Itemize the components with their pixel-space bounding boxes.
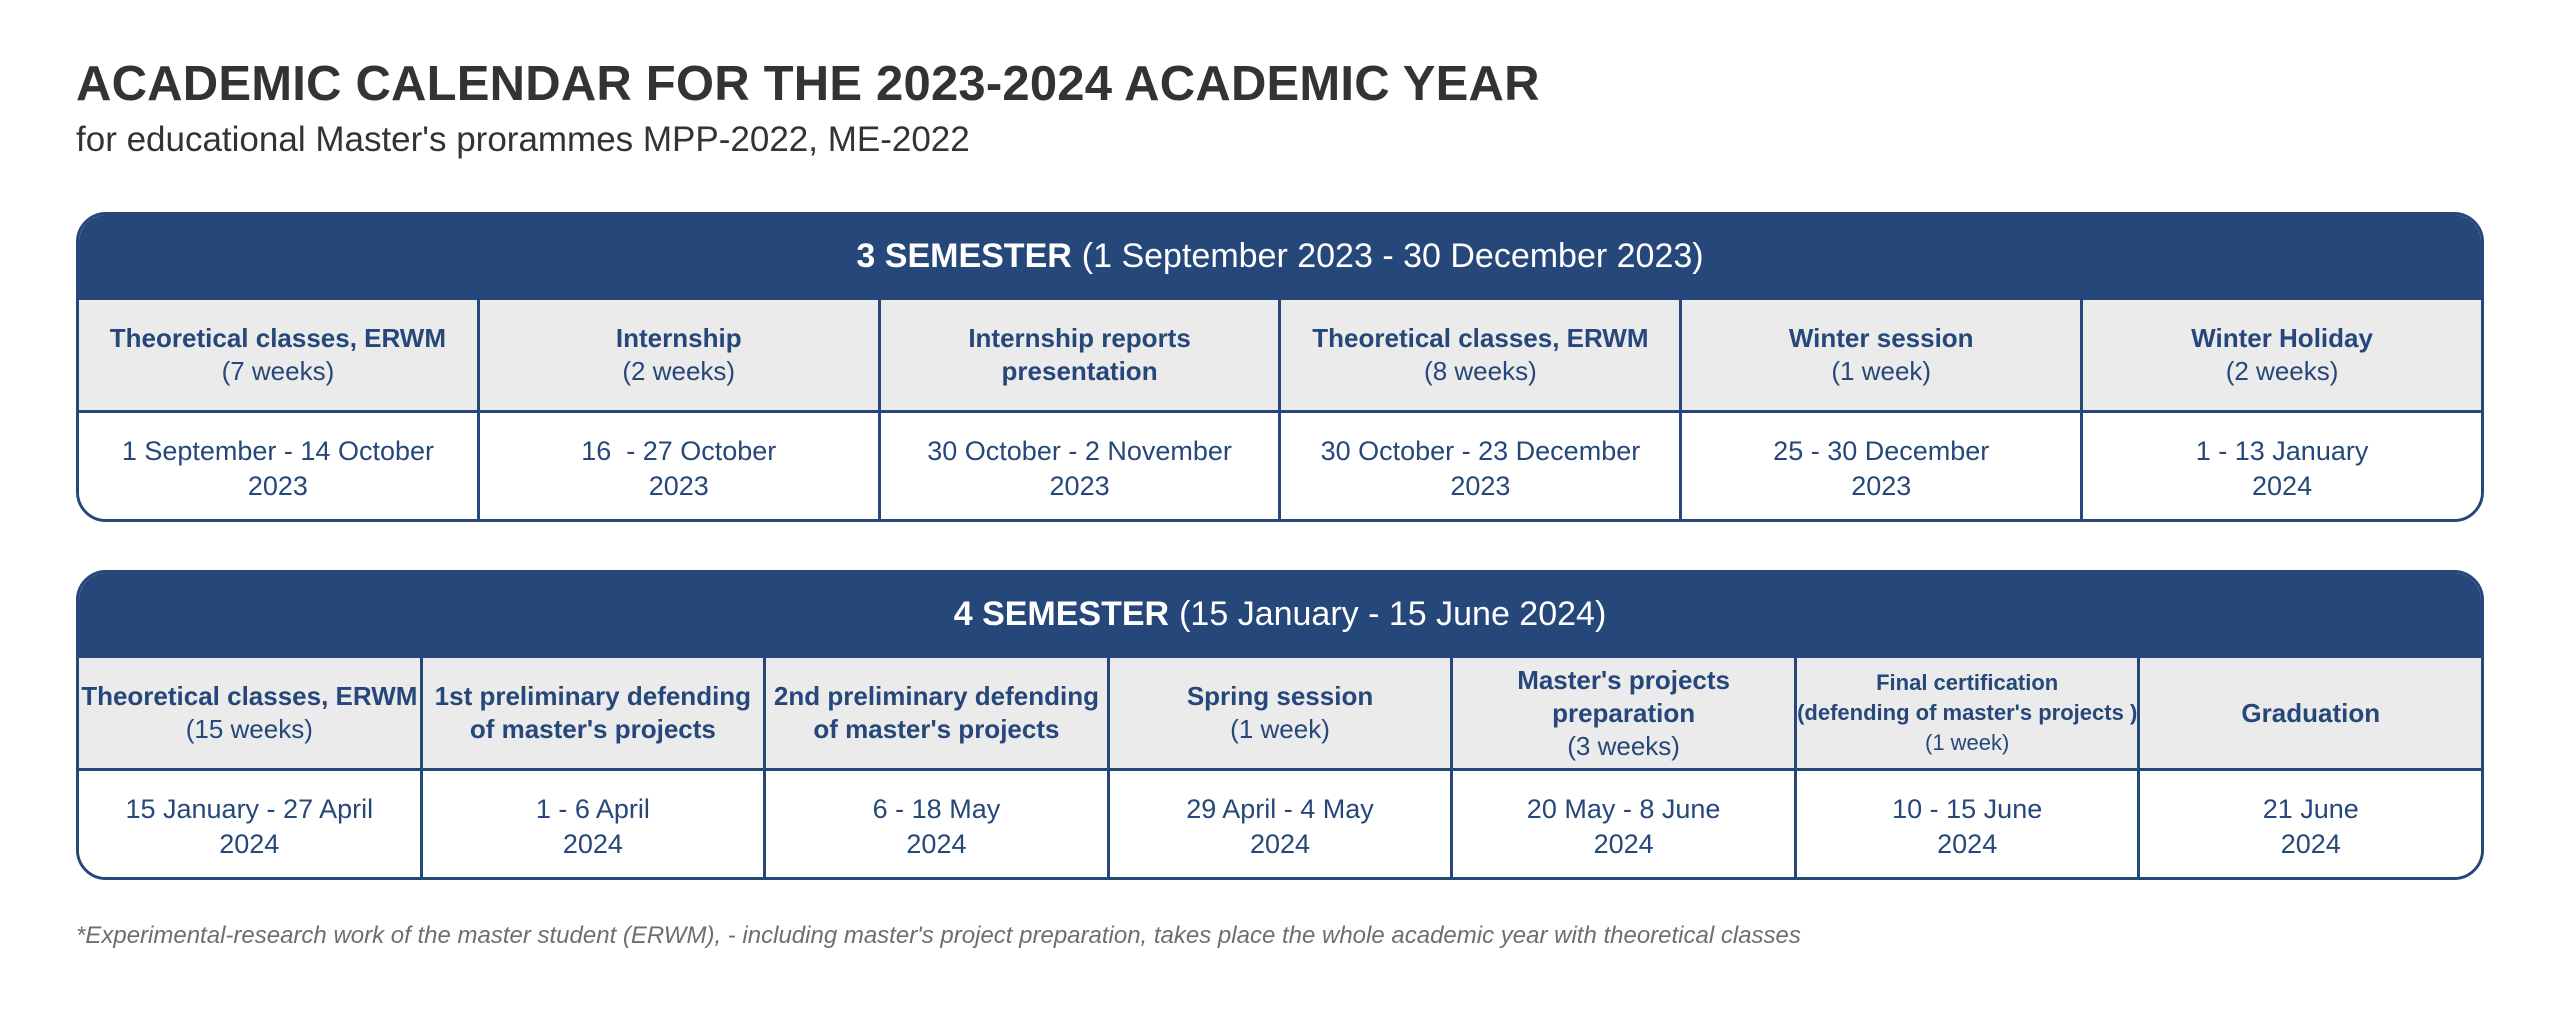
s3-col-6-date-cell — [2080, 413, 2481, 522]
s3-col-2-label: Internship — [615, 323, 742, 353]
s3-col-2-duration: (2 weeks) — [622, 356, 736, 386]
s4-col-7-label-cell — [2137, 658, 2481, 768]
s4-col-1-duration: (15 weeks) — [185, 714, 313, 744]
s4-col-1-date-cell — [79, 771, 420, 880]
s3-col-3-label-line-1: Internship reports — [968, 323, 1191, 353]
s3-col-1-label-cell — [79, 300, 477, 410]
s3-col-1-date-year: 2023 — [247, 471, 308, 501]
s4-col-1-label: Theoretical classes, ERWM — [81, 681, 418, 711]
s4-col-5-date-year: 2024 — [1593, 829, 1654, 859]
s3-col-1-date-cell — [79, 413, 477, 522]
semester-3-name: 3 SEMESTER — [856, 236, 1072, 275]
s4-col-2-label-cell — [420, 658, 764, 768]
semester-3-dates: (1 September 2023 - 30 December 2023) — [1081, 236, 1704, 275]
s3-col-2-date-range: 16 - 27 October — [581, 436, 777, 466]
s4-col-7-date-range: 21 June — [2262, 794, 2359, 824]
page-subtitle: for educational Master's prorammes MPP-2022, ME-2022 — [76, 120, 970, 159]
semester-4-table — [76, 570, 2484, 880]
s4-col-4-label: Spring session — [1186, 681, 1374, 711]
semester-3-table — [76, 212, 2484, 522]
s3-col-4-date-range: 30 October - 23 December — [1320, 436, 1641, 466]
s4-col-1-label-cell — [79, 658, 420, 768]
s4-col-5-date-range: 20 May - 8 June — [1526, 794, 1721, 824]
semester-4-dates: (15 January - 15 June 2024) — [1179, 594, 1607, 633]
s3-col-6-label: Winter Holiday — [2191, 323, 2373, 353]
semester-3-label-row — [79, 297, 2481, 413]
s4-col-5-label-cell — [1450, 658, 1794, 768]
s4-col-4-date-year: 2024 — [1249, 829, 1311, 859]
semester-3-header — [79, 215, 2481, 297]
s4-col-6-duration: (1 week) — [1925, 730, 2010, 755]
semester-4-name: 4 SEMESTER — [953, 594, 1170, 633]
s4-col-3-label-cell — [763, 658, 1107, 768]
s3-col-6-date-range: 1 - 13 January — [2195, 436, 2369, 466]
s4-col-6-date-range: 10 - 15 June — [1892, 794, 2043, 824]
s3-col-5-duration: (1 week) — [1831, 356, 1932, 386]
semester-4-date-row — [79, 771, 2481, 880]
s3-col-3-date-range: 30 October - 2 November — [927, 436, 1232, 466]
s4-col-5-label-line-2: preparation — [1552, 697, 1696, 728]
s4-col-6-label-cell — [1794, 658, 2138, 768]
s3-col-2-date-cell — [477, 413, 878, 522]
s3-col-1-date-range: 1 September - 14 October — [121, 436, 434, 466]
s4-col-5-label-line-1: Master's projects — [1517, 664, 1731, 695]
s4-col-5-date-cell — [1450, 771, 1794, 880]
s4-col-7-date-cell — [2137, 771, 2481, 880]
s4-col-3-label-line-1: 2nd preliminary defending — [773, 681, 1099, 711]
s4-col-1-date-range: 15 January - 27 April — [125, 794, 374, 824]
s4-col-6-label-line-1: Final certification — [1876, 670, 2059, 695]
s3-col-5-label-cell — [1679, 300, 2080, 410]
s3-col-3-date-cell — [878, 413, 1279, 522]
s3-col-5-date-cell — [1679, 413, 2080, 522]
s3-col-6-date-year: 2024 — [2252, 471, 2313, 501]
s4-col-4-label-cell — [1107, 658, 1451, 768]
s4-col-3-date-cell — [763, 771, 1107, 880]
s4-col-4-duration: (1 week) — [1230, 714, 1330, 744]
s3-col-2-label-cell — [477, 300, 878, 410]
s3-col-3-date-year: 2023 — [1049, 471, 1110, 501]
s3-col-4-date-cell — [1278, 413, 1679, 522]
page-title: ACADEMIC CALENDAR FOR THE 2023-2024 ACADEMIC YEAR — [76, 57, 1540, 111]
s4-col-2-date-cell — [420, 771, 764, 880]
s4-col-6-label-line-2: (defending of master's projects ) — [1797, 700, 2138, 725]
s4-col-2-label-line-1: 1st preliminary defending — [434, 681, 752, 711]
s3-col-5-date-range: 25 - 30 December — [1773, 436, 1990, 466]
s3-col-6-label-cell — [2080, 300, 2481, 410]
s4-col-4-date-cell — [1107, 771, 1451, 880]
s3-col-4-label-cell — [1278, 300, 1679, 410]
s4-col-3-date-year: 2024 — [906, 829, 967, 859]
footnote: *Experimental-research work of the master student (ERWM), - including master's project preparation, takes place the whole academic year with theoretical classes — [76, 922, 1801, 949]
s4-col-6-date-cell — [1794, 771, 2138, 880]
s4-col-1-date-year: 2024 — [219, 829, 280, 859]
s4-col-2-date-range: 1 - 6 April — [535, 794, 650, 824]
s3-col-4-date-year: 2023 — [1450, 471, 1511, 501]
s4-col-6-date-year: 2024 — [1937, 829, 1998, 859]
s3-col-4-label: Theoretical classes, ERWM — [1312, 323, 1649, 353]
s4-col-7-date-year: 2024 — [2280, 829, 2341, 859]
s3-col-1-label: Theoretical classes, ERWM — [109, 323, 447, 353]
s4-col-7-label: Graduation — [2241, 697, 2381, 728]
s4-col-3-date-range: 6 - 18 May — [872, 794, 1001, 824]
s3-col-2-date-year: 2023 — [648, 471, 709, 501]
s4-col-2-label-line-2: of master's projects — [469, 714, 716, 744]
s3-col-3-label-line-2: presentation — [1001, 356, 1158, 386]
s3-col-5-label: Winter session — [1788, 323, 1974, 353]
s4-col-3-label-line-2: of master's projects — [813, 714, 1060, 744]
semester-4-label-row — [79, 655, 2481, 771]
s4-col-2-date-year: 2024 — [562, 829, 623, 859]
s3-col-4-duration: (8 weeks) — [1424, 356, 1537, 386]
semester-4-header — [79, 573, 2481, 655]
s3-col-1-duration: (7 weeks) — [221, 356, 335, 386]
s4-col-4-date-range: 29 April - 4 May — [1186, 794, 1374, 824]
s3-col-6-duration: (2 weeks) — [2225, 356, 2339, 386]
s3-col-3-label-cell — [878, 300, 1279, 410]
s3-col-5-date-year: 2023 — [1851, 471, 1912, 501]
semester-3-date-row — [79, 413, 2481, 522]
s4-col-5-duration: (3 weeks) — [1567, 730, 1680, 761]
